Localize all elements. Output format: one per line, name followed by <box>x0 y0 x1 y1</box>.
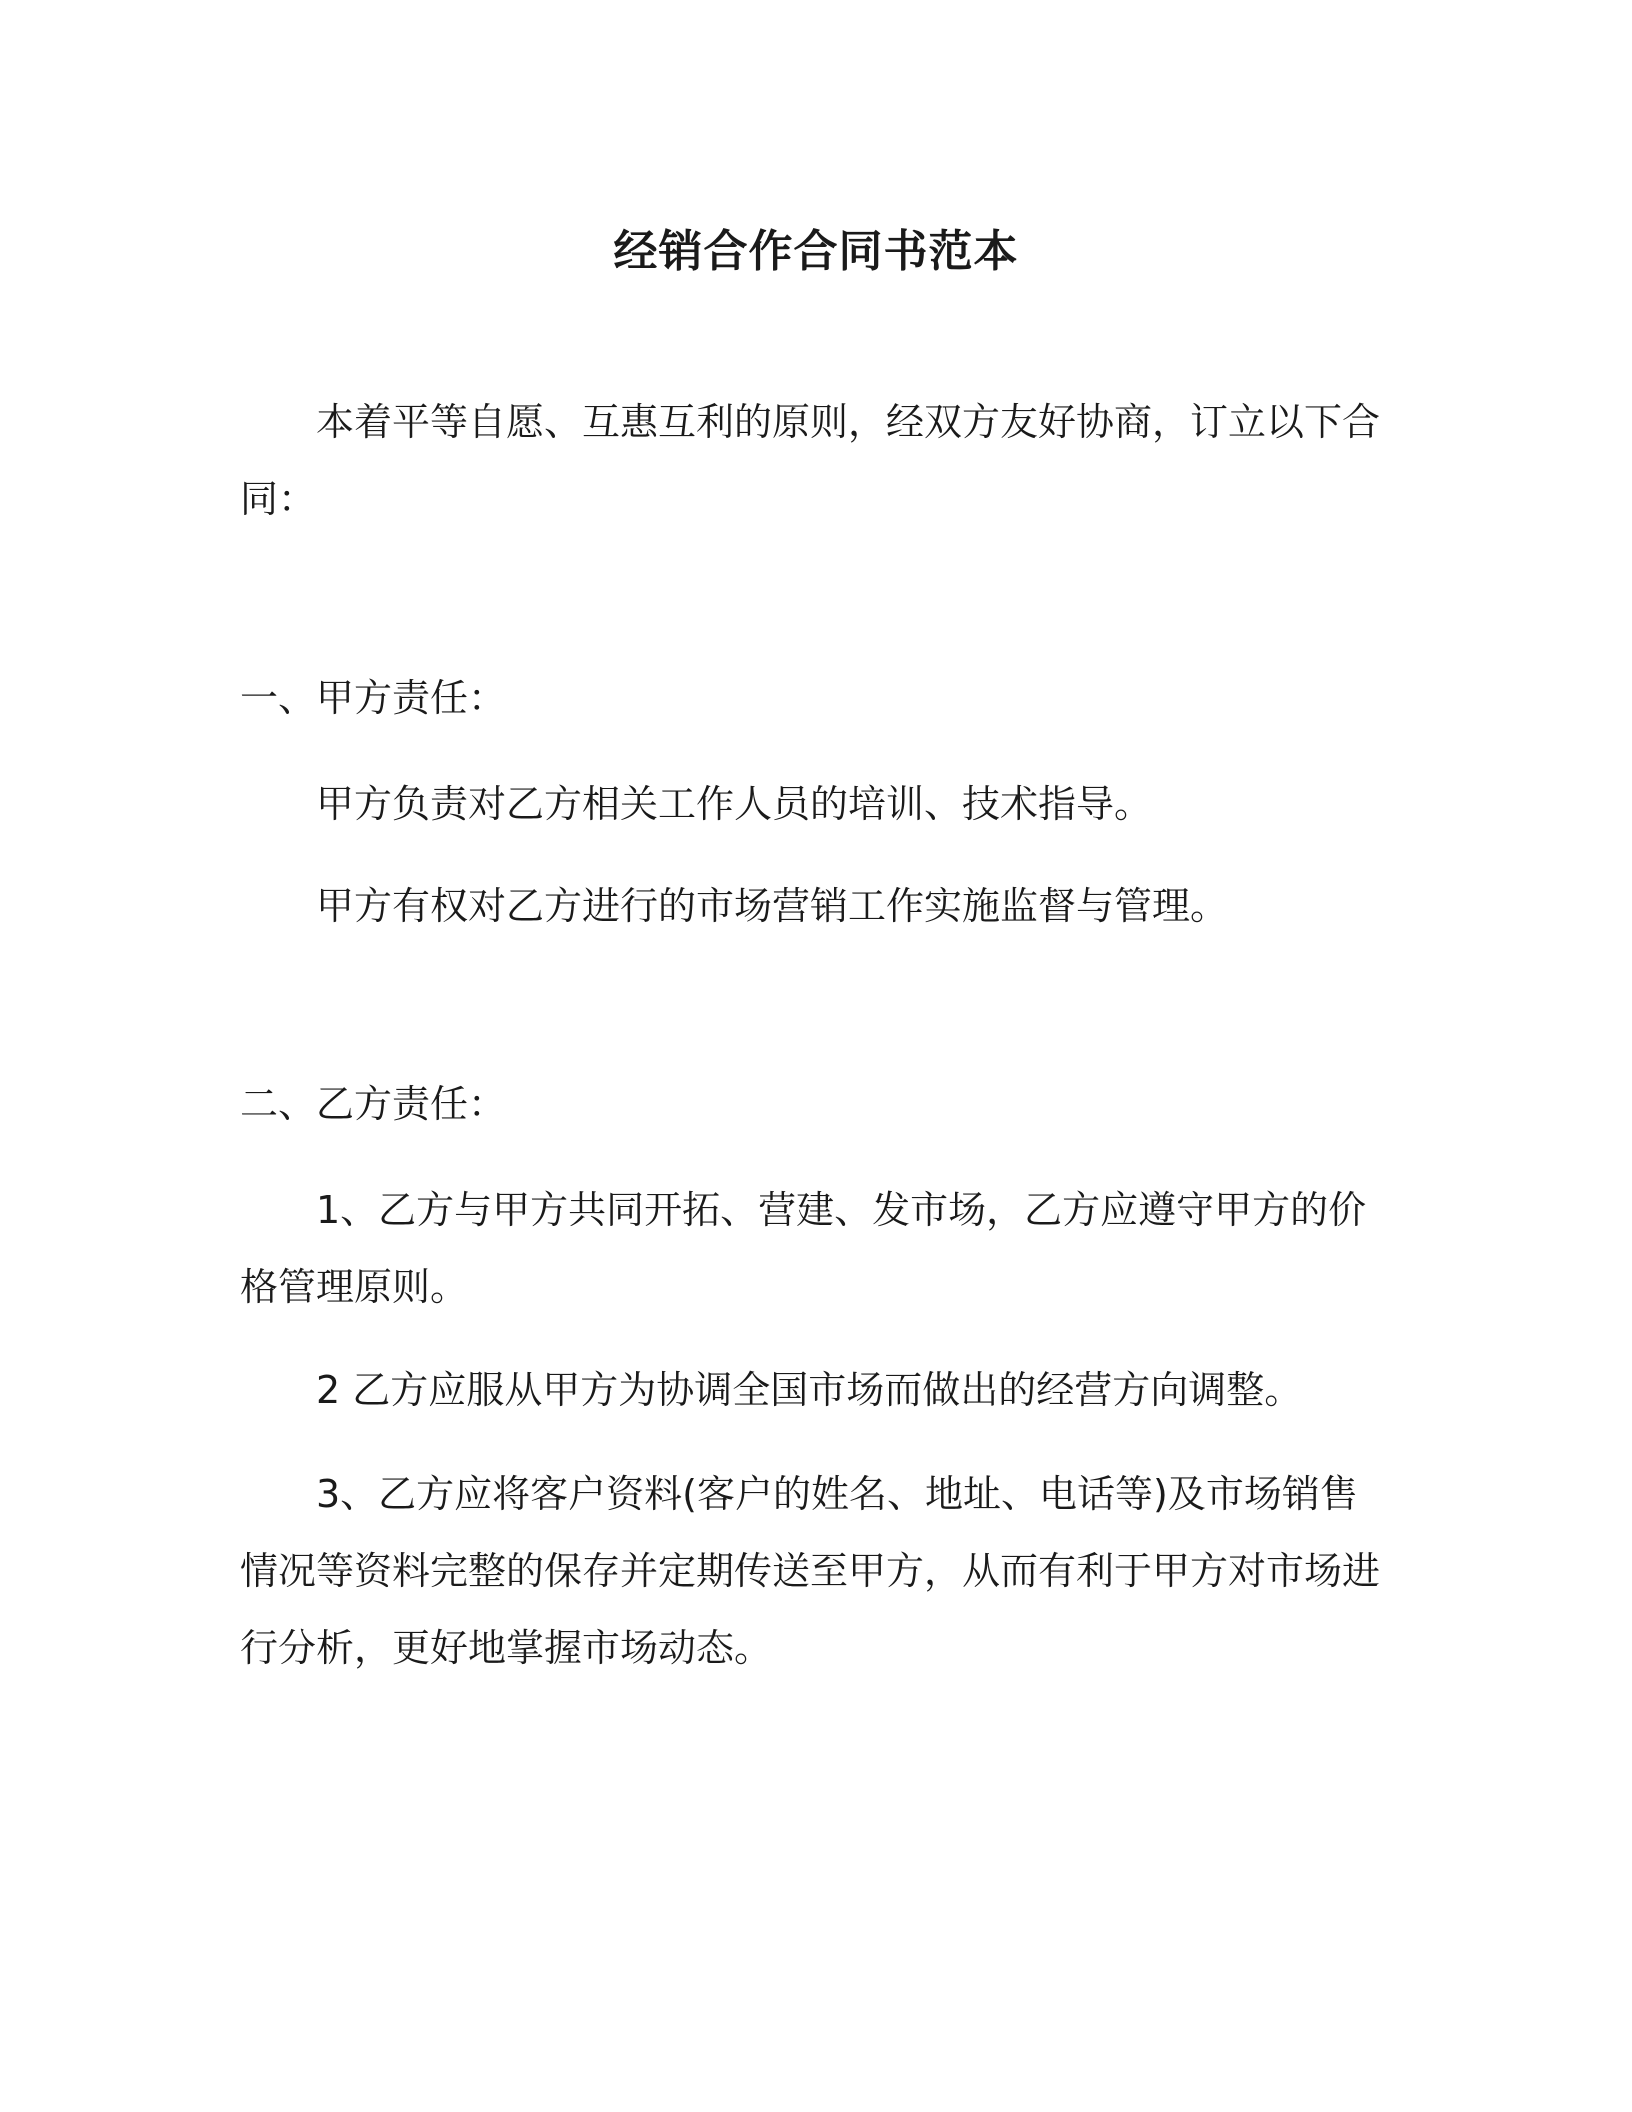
intro-paragraph: 本着平等自愿、互惠互利的原则，经双方友好协商，订立以下合同： <box>240 400 1381 521</box>
section1-heading: 一、甲方责任： <box>240 676 507 720</box>
document-title: 经销合作合同书范本 <box>613 226 1019 277</box>
section1-item-1: 甲方负责对乙方相关工作人员的培训、技术指导。 <box>316 782 1153 826</box>
section1-item-2: 甲方有权对乙方进行的市场营销工作实施监督与管理。 <box>316 884 1229 928</box>
section2-item-1: 1、乙方与甲方共同开拓、营建、发市场，乙方应遵守甲方的价格管理原则。 <box>240 1188 1367 1309</box>
section2-item-2: 2 乙方应服从甲方为协调全国市场而做出的经营方向调整。 <box>316 1368 1303 1412</box>
section2-item-3: 3、乙方应将客户资料(客户的姓名、地址、电话等)及市场销售情况等资料完整的保存并定期传送至甲方，从而有利于甲方对市场进行分析，更好地掌握市场动态。 <box>240 1472 1381 1670</box>
section2-heading: 二、乙方责任： <box>240 1082 507 1126</box>
